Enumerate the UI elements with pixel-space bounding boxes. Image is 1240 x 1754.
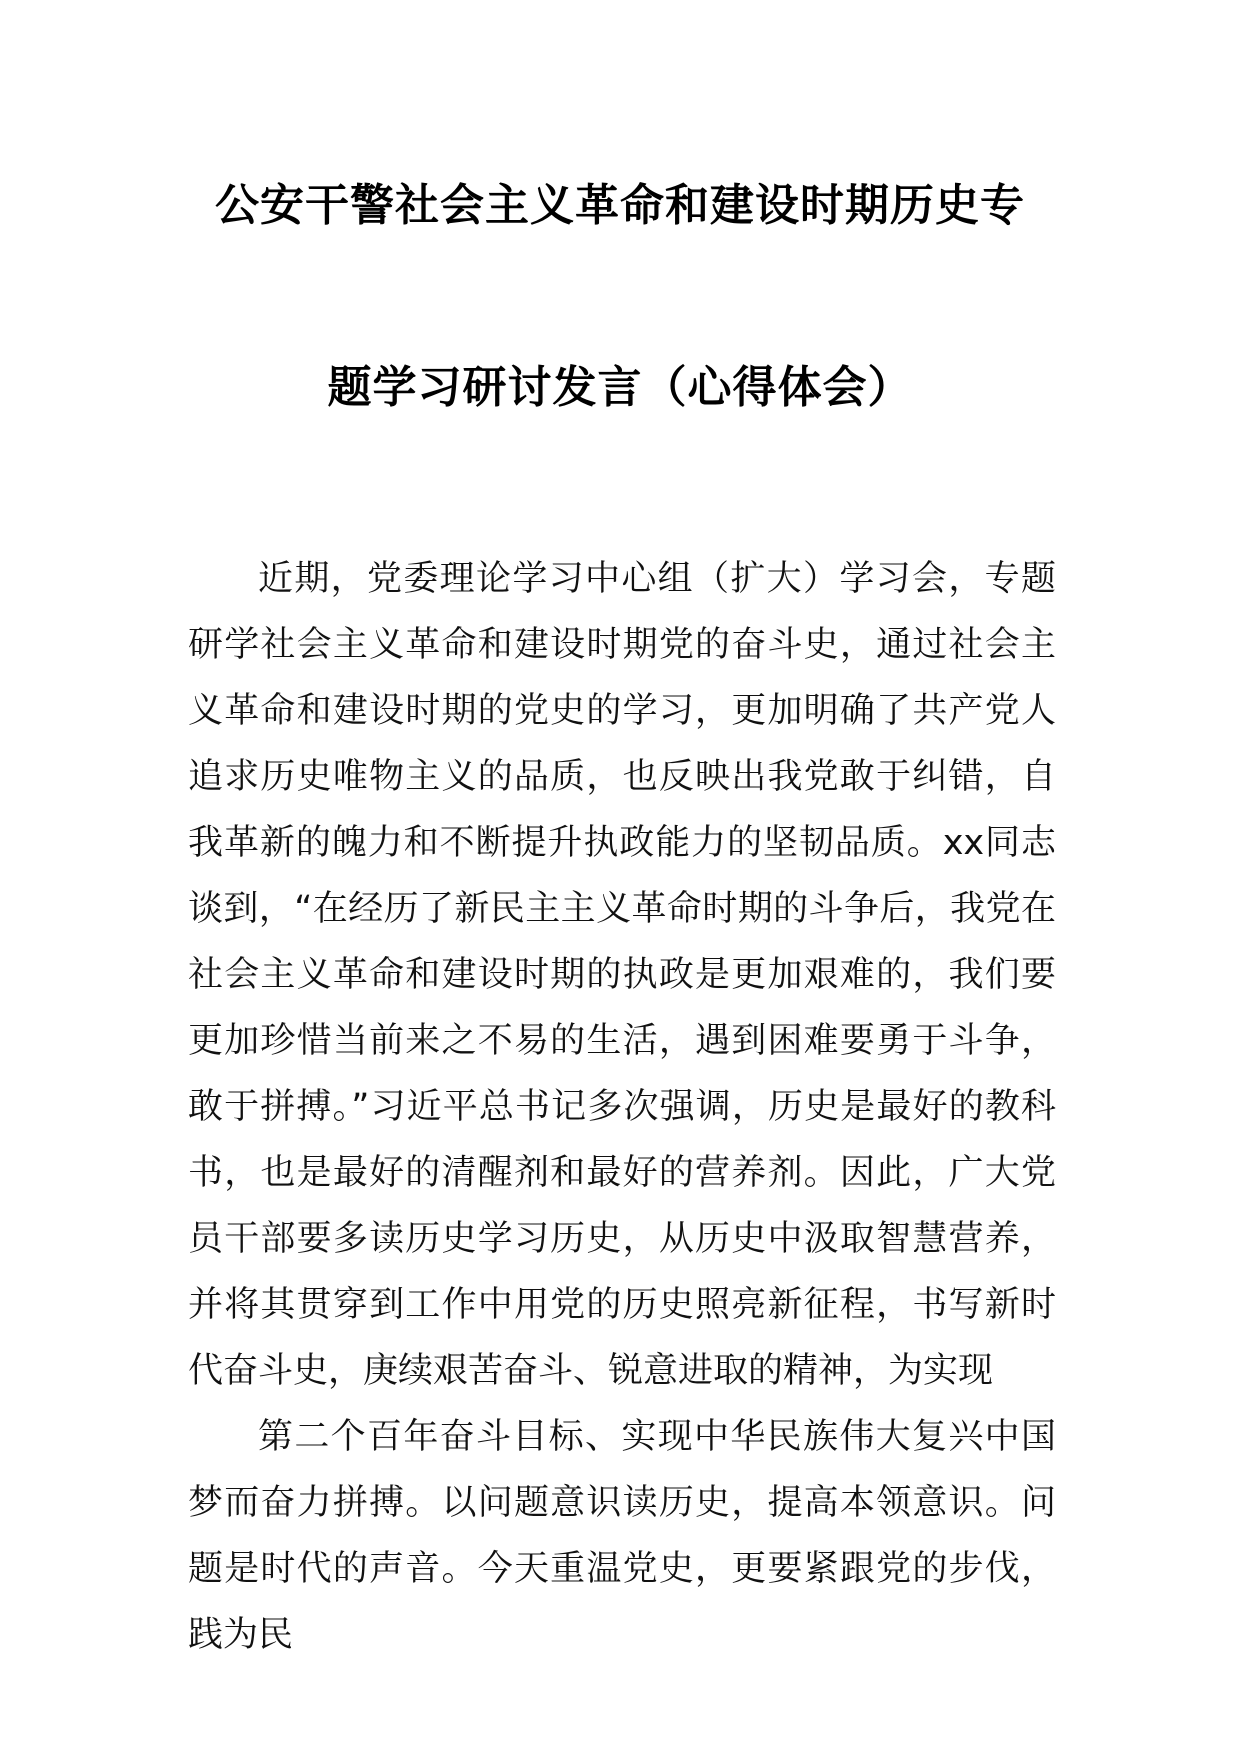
document-title-line-1: 公安干警社会主义革命和建设时期历史专	[215, 180, 1025, 231]
body-paragraph-2: 第二个百年奋斗目标、实现中华民族伟大复兴中国梦而奋力拼搏。以问题意识读历史，提高本领意识。问题是时代的声音。今天重温党史，更要紧跟党的步伐，践为民	[188, 1417, 1056, 1655]
document-body	[188, 546, 1056, 1668]
body-paragraph-1: 近期，党委理论学习中心组（扩大）学习会，专题研学社会主义革命和建设时期党的奋斗史，通过社会主义革命和建设时期的党史的学习，更加明确了共产党人追求历史唯物主义的品质，也反映出我党敢于纠错，自我革新的魄力和不断提升执政能力的坚韧品质。xx同志谈到，“在经历了新民主主义革命时期的斗争后，我党在社会主义革命和建设时期的执政是更加艰难的，我们要更加珍惜当前来之不易的生活，遇到困难要勇于斗争，敢于拼搏。”习近平总书记多次强调，历史是最好的教科书，也是最好的清醒剂和最好的营养剂。因此，广大党员干部要多读历史学习历史，从历史中汲取智慧营养，并将其贯穿到工作中用党的历史照亮新征程，书写新时代奋斗史，庚续艰苦奋斗、锐意进取的精神，为实现	[188, 559, 1056, 1391]
document-title-line-2: 题学习研讨发言（心得体会）	[327, 362, 913, 413]
